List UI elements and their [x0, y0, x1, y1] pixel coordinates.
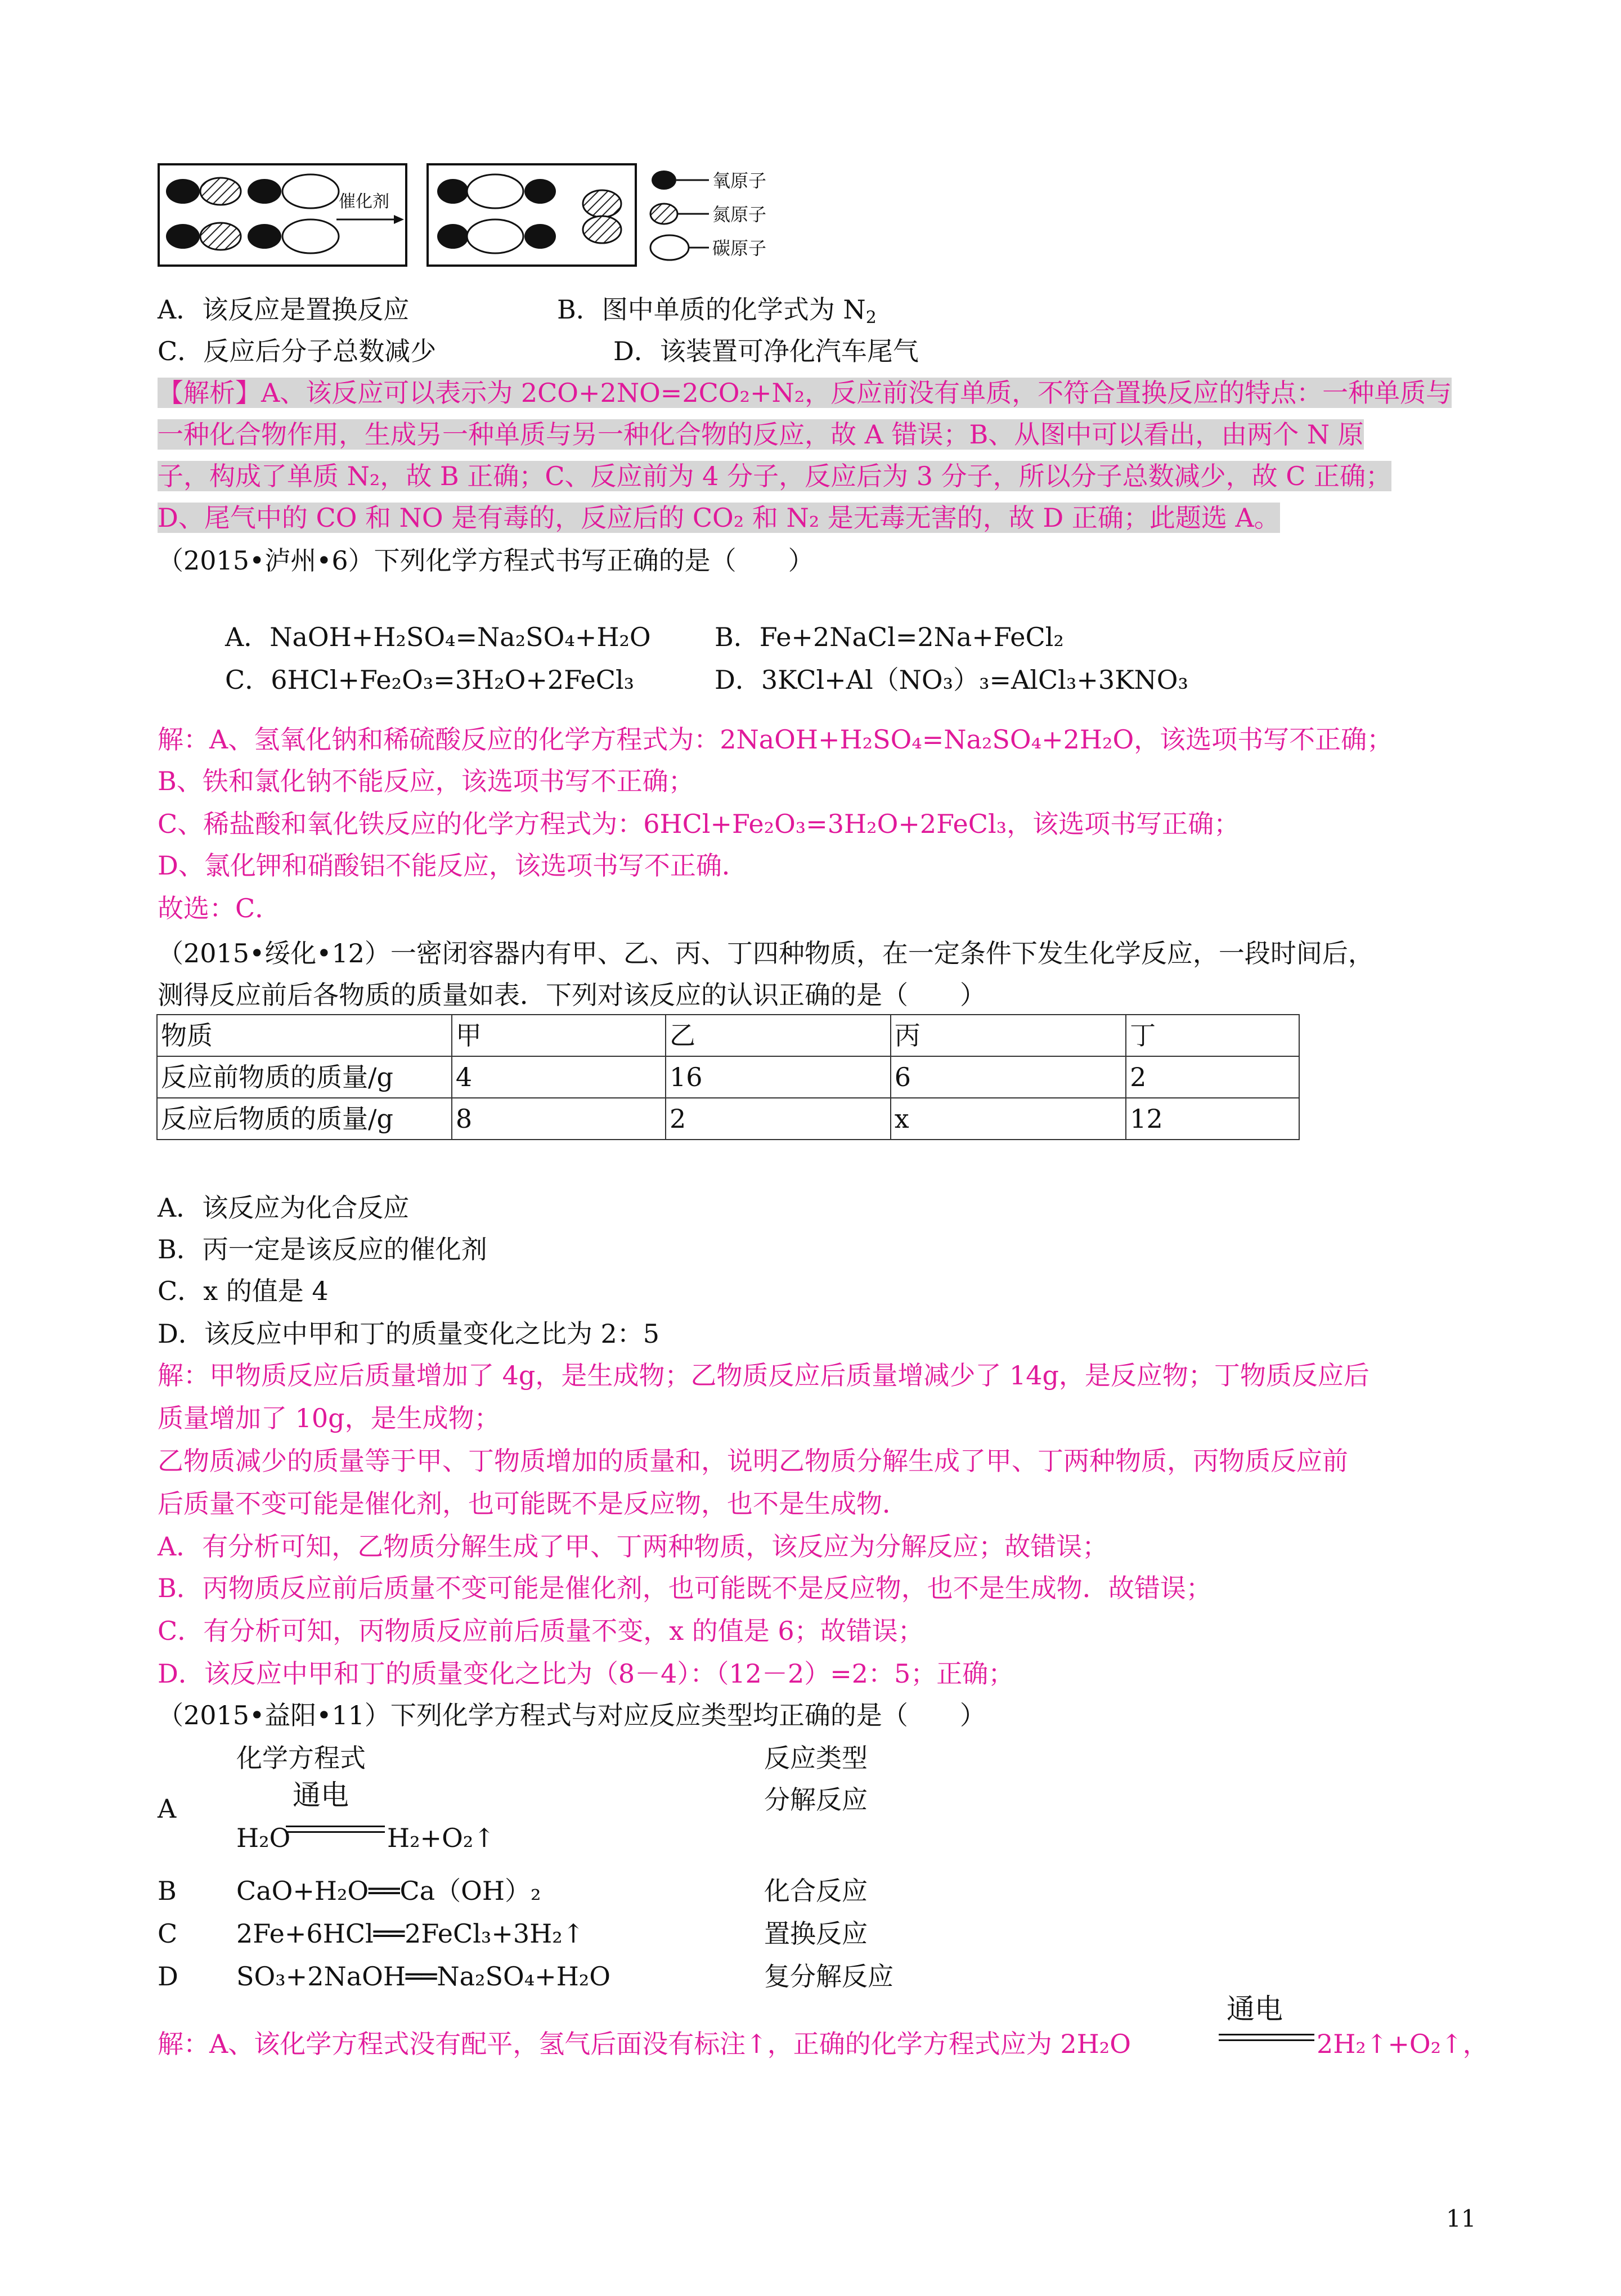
q4-row-c-equation: 2Fe+6HCl══2FeCl₃+3H₂↑	[236, 1918, 585, 1949]
q4-row-a-eq-left: H₂O	[236, 1823, 291, 1853]
q4-row-a-eq-right: H₂+O₂↑	[387, 1823, 495, 1853]
q3-solution-line-5: A．有分析可知，乙物质分解生成了甲、丁两种物质，该反应为分解反应；故错误；	[158, 1531, 1108, 1562]
table-cell: 12	[1126, 1098, 1299, 1140]
q2-option-d: D．3KCl+Al（NO₃）₃=AlCl₃+3KNO₃	[715, 665, 1188, 695]
q3-option-a: A．该反应为化合反应	[158, 1192, 410, 1223]
legend-oxygen: 氧原子	[712, 170, 767, 191]
q3-solution-line-1: 解：甲物质反应后质量增加了 4g，是生成物；乙物质反应后质量增减少了 14g，是反应物；丁物质反应后	[158, 1360, 1369, 1391]
oxygen-legend-icon	[652, 171, 676, 190]
catalyst-label: 催化剂	[339, 192, 389, 212]
table-cell: 8	[452, 1098, 666, 1140]
q1-option-a: A．该反应是置换反应	[158, 294, 410, 325]
q4-row-d-letter: D	[158, 1961, 178, 1992]
q2-option-b: B．Fe+2NaCl=2Na+FeCl₂	[715, 622, 1064, 652]
reaction-diagram	[158, 163, 776, 276]
carbon-legend-icon	[650, 235, 689, 260]
q4-row-b-equation: CaO+H₂O══Ca（OH）₂	[236, 1876, 541, 1906]
q3-solution-line-4: 后质量不变可能是催化剂，也可能既不是反应物，也不是生成物．	[158, 1488, 908, 1519]
table-cell: 4	[452, 1056, 666, 1098]
q3-stem-line-2: 测得反应前后各物质的质量如表．下列对该反应的认识正确的是（ ）	[158, 980, 986, 1010]
legend-carbon: 碳原子	[712, 237, 767, 259]
legend-nitrogen: 氮原子	[712, 204, 767, 225]
table-cell: x	[891, 1098, 1126, 1140]
q2-solution-line-3: C、稀盐酸和氧化铁反应的化学方程式为：6HCl+Fe₂O₃=3H₂O+2FeCl₃，该选项书写正确；	[158, 809, 1240, 839]
solution-equals-bar-bottom	[1219, 2039, 1314, 2041]
q4-row-c-type: 置换反应	[764, 1918, 868, 1949]
q4-row-c-letter: C	[158, 1918, 178, 1949]
q4-row-d-type: 复分解反应	[764, 1961, 893, 1992]
q4-row-a-type: 分解反应	[764, 1784, 868, 1815]
q4-row-b-letter: B	[158, 1876, 177, 1906]
q4-row-a-letter: A	[158, 1793, 177, 1824]
table-cell: 丁	[1126, 1015, 1299, 1056]
table-row	[157, 1015, 1299, 1056]
q1-option-d: D．该装置可净化汽车尾气	[613, 336, 919, 366]
q3-solution-line-2: 质量增加了 10g，是生成物；	[158, 1403, 500, 1433]
q3-solution-line-7: C．有分析可知，丙物质反应前后质量不变，x 的值是 6；故错误；	[158, 1616, 924, 1646]
q4-solution-left: 解：A、该化学方程式没有配平，氢气后面没有标注↑，正确的化学方程式应为 2H₂O	[158, 2029, 1131, 2059]
q3-solution-line-8: D．该反应中甲和丁的质量变化之比为（8－4）：（12－2）=2：5；正确；	[158, 1658, 1014, 1689]
q4-row-d-equation: SO₃+2NaOH══Na₂SO₄+H₂O	[236, 1961, 610, 1992]
q4-solution-condition: 通电	[1227, 1993, 1283, 2025]
q2-option-c: C．6HCl+Fe₂O₃=3H₂O+2FeCl₃	[225, 665, 635, 695]
table-cell: 反应后物质的质量/g	[157, 1098, 452, 1140]
q1-option-c: C．反应后分子总数减少	[158, 336, 437, 366]
q1-analysis-line-3: 子，构成了单质 N₂，故 B 正确；C、反应前为 4 分子，反应后为 3 分子，所以分子总数减少，故 C 正确；	[158, 461, 1392, 491]
page-number: 11	[1446, 2205, 1476, 2232]
q2-solution-line-4: D、氯化钾和硝酸铝不能反应，该选项书写不正确．	[158, 850, 748, 881]
table-cell: 乙	[666, 1015, 891, 1056]
q4-row-b-type: 化合反应	[764, 1876, 868, 1906]
q3-stem-line-1: （2015•绥化•12）一密闭容器内有甲、乙、丙、丁四种物质，在一定条件下发生化学反应，一段时间后，	[158, 938, 1374, 968]
q3-option-d: D．该反应中甲和丁的质量变化之比为 2：5	[158, 1319, 660, 1349]
q3-option-c: C．x 的值是 4	[158, 1276, 329, 1306]
q3-solution-line-6: B．丙物质反应前后质量不变可能是催化剂，也可能既不是反应物，也不是生成物．故错误；	[158, 1573, 1212, 1603]
q4-solution-right: 2H₂↑+O₂↑，	[1317, 2029, 1489, 2059]
q2-stem: （2015•泸州•6）下列化学方程式书写正确的是（ ）	[158, 545, 814, 576]
q4-col-type: 反应类型	[764, 1743, 868, 1773]
table-row	[157, 1056, 1299, 1098]
table-cell: 物质	[157, 1015, 452, 1056]
q1-analysis-line-2: 一种化合物作用，生成另一种单质与另一种化合物的反应，故 A 错误；B、从图中可以看出，由两个 N 原	[158, 419, 1364, 450]
q2-solution-line-1: 解：A、氢氧化钠和稀硫酸反应的化学方程式为：2NaOH+H₂SO₄=Na₂SO₄+2H₂O，该选项书写不正确；	[158, 724, 1393, 755]
q3-option-b: B．丙一定是该反应的催化剂	[158, 1234, 487, 1264]
q4-row-a-condition: 通电	[293, 1779, 349, 1811]
table-cell: 6	[891, 1056, 1126, 1098]
reactant-box	[159, 164, 406, 266]
equals-bar-bottom	[286, 1831, 385, 1833]
equals-bar-top	[286, 1826, 385, 1827]
q3-solution-line-3: 乙物质减少的质量等于甲、丁物质增加的质量和，说明乙物质分解生成了甲、丁两种物质，丙物质反应前	[158, 1446, 1348, 1476]
solution-equals-bar-top	[1219, 2034, 1314, 2035]
q4-col-equation: 化学方程式	[236, 1743, 366, 1773]
table-cell: 16	[666, 1056, 891, 1098]
q4-stem: （2015•益阳•11）下列化学方程式与对应反应类型均正确的是（ ）	[158, 1700, 986, 1730]
q2-solution-line-5: 故选：C．	[158, 893, 281, 923]
table-cell: 反应前物质的质量/g	[157, 1056, 452, 1098]
q1-analysis-line-4: D、尾气中的 CO 和 NO 是有毒的，反应后的 CO₂ 和 N₂ 是无毒无害的，故 D 正确；此题选 A。	[158, 503, 1280, 533]
q1-analysis-line-1: 【解析】A、该反应可以表示为 2CO+2NO=2CO₂+N₂，反应前没有单质，不符合置换反应的特点：一种单质与	[158, 378, 1452, 408]
table-cell: 2	[666, 1098, 891, 1140]
q2-option-a: A．NaOH+H₂SO₄=Na₂SO₄+H₂O	[225, 622, 651, 652]
q1-option-b: B．图中单质的化学式为 $N_2$	[557, 294, 877, 328]
q2-solution-line-2: B、铁和氯化钠不能反应，该选项书写不正确；	[158, 766, 694, 796]
table-cell: 甲	[452, 1015, 666, 1056]
table-cell: 2	[1126, 1056, 1299, 1098]
nitrogen-legend-icon	[650, 204, 677, 224]
table-cell: 丙	[891, 1015, 1126, 1056]
mass-table	[156, 1014, 1300, 1140]
table-row	[157, 1098, 1299, 1140]
